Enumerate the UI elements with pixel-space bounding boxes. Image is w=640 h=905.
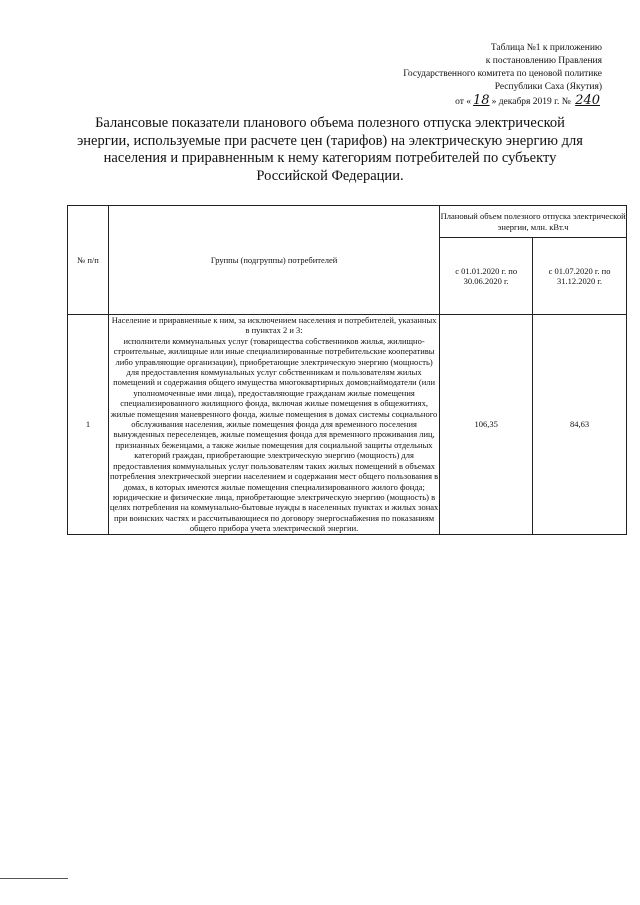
header-line-1: Таблица №1 к приложению: [490, 43, 602, 53]
header-line-3: Государственного комитета по ценовой политике: [403, 69, 602, 79]
document-title: Балансовые показатели планового объема полезного отпуска электрической энергии, используемые при расчете цен (тарифов) на электрическую энергию для населения и приравненным к нему категориям потребителей по субъекту Российской Федерации.: [77, 115, 583, 184]
col-group-header: Группы (подгруппы) потребителей: [108, 206, 439, 315]
header-date-line: [302, 94, 602, 109]
header-line-4: Республики Саха (Якутия): [494, 82, 602, 92]
footer-divider: [0, 878, 68, 879]
table-row: [68, 315, 627, 535]
volume-header: Плановый объем полезного отпуска электрической энергии, млн. кВт.ч: [440, 206, 627, 238]
document-number: 240: [575, 93, 600, 108]
description-paragraph: юридические и физические лица, приобретающие электрическую энергию (мощность) в целях потребления на коммунально-бытовые нужды в населенных пунктах и жилых зонах при воинских частях и рассчитывающиеся по договору энергоснабжения по показаниям общего прибора учета электрической энергии.: [109, 491, 439, 534]
value-period-1: 106,35: [440, 315, 533, 535]
header-line-2: к постановлению Правления: [485, 56, 602, 66]
col-num-header: № п/п: [68, 206, 109, 315]
document-header: [302, 42, 602, 109]
description-paragraph: исполнители коммунальных услуг (товарищества собственников жилья, жилищно-строительные, жилищные или иные специализированные потребительские кооперативы либо управляющие организации), приобретающие электрическую энергию (мощность) для предоставления коммунальных услуг собственникам и пользователям жилых помещений и содержания общего имущества многоквартирных домов;наймодатели (или уполномоченные ими лица), предоставляющие гражданам жилые помещения специализированного жилищного фонда, включая жилые помещения в общежитиях, жилые помещения маневренного фонда, жилые помещения в домах системы социального обслуживания населения, жилые помещения фонда для временного поселения вынужденных переселенцев, жилые помещения фонда для временного проживания лиц, признанных беженцами, а также жилые помещения для социальной защиты отдельных категорий граждан, приобретающие электрическую энергию (мощность) для предоставления коммунальных услуг пользователям таких жилых помещений в объемах потребления электрической энергии населением и содержания мест общего пользования в домах, в которых имеются жилые помещения специализированного жилого фонда;: [110, 335, 439, 492]
date-mid: » декабря 2019 г. №: [491, 97, 571, 107]
period-2-header: с 01.07.2020 г. по 31.12.2020 г.: [533, 238, 627, 315]
table-header-row-1: [68, 206, 627, 238]
period-1-header: с 01.01.2020 г. по 30.06.2020 г.: [440, 238, 533, 315]
date-day: 18: [473, 93, 490, 108]
description-paragraph: Население и приравненные к ним, за исключением населения и потребителей, указанных в пунктах 2 и 3:: [111, 315, 437, 336]
date-prefix: от «: [455, 97, 472, 107]
volume-table: [67, 205, 627, 535]
row-number: 1: [68, 315, 109, 535]
row-description: [108, 315, 439, 535]
value-period-2: 84,63: [533, 315, 627, 535]
